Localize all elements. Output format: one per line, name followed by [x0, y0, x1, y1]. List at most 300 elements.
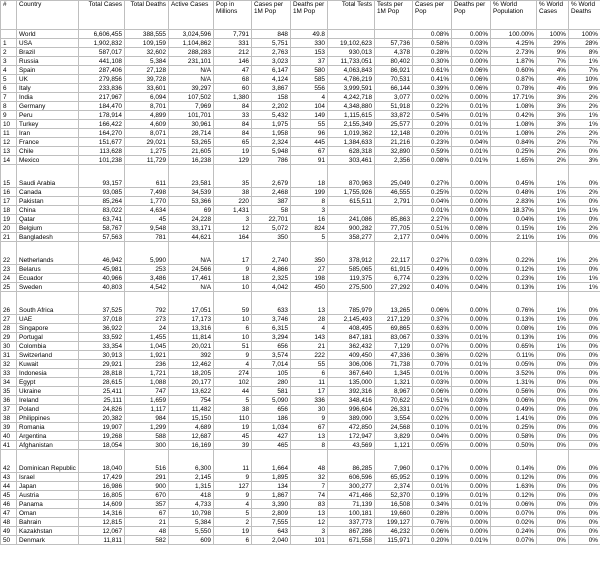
data-cell: N/A [169, 242, 214, 265]
rank-cell: 25 [1, 283, 17, 292]
data-cell: 236 [125, 360, 169, 369]
data-cell: 93,157 [79, 165, 125, 188]
data-cell: 0.01% [452, 333, 491, 342]
data-cell: 747 [125, 387, 169, 396]
data-cell: 0.08% [452, 224, 491, 233]
col-header-tests-per-1m: Tests per 1M Pop [375, 1, 413, 30]
country-cell: Singapore [17, 324, 79, 333]
table-row [1, 206, 600, 215]
data-cell: 441,108 [79, 57, 125, 66]
data-cell: 0% [537, 473, 569, 482]
data-cell: 17 [214, 242, 252, 265]
data-cell: 45,981 [79, 265, 125, 274]
data-cell: 2% [537, 147, 569, 156]
data-cell: 4,866 [252, 265, 291, 274]
data-cell: 0.78% [491, 84, 537, 93]
data-cell: 0.00% [452, 369, 491, 378]
data-cell: 1% [537, 233, 569, 242]
data-cell: 4,242,718 [328, 93, 375, 102]
data-cell: 25,411 [79, 387, 125, 396]
data-cell: 870,963 [328, 165, 375, 188]
data-cell: 0.02% [491, 518, 537, 527]
data-cell: 22,701 [252, 215, 291, 224]
rank-cell: 12 [1, 138, 17, 147]
data-cell: 900 [125, 482, 169, 491]
data-cell: 10 [214, 315, 252, 324]
table-row [1, 333, 600, 342]
country-cell: Israel [17, 473, 79, 482]
data-cell: 0.04% [413, 432, 452, 441]
data-cell: 68 [214, 75, 252, 84]
data-cell: 516 [125, 450, 169, 473]
data-cell: 212 [214, 48, 252, 57]
data-cell: 1,321 [375, 378, 413, 387]
country-cell: Dominican Republic [17, 450, 79, 473]
data-cell: 28% [569, 39, 600, 48]
col-header-total-deaths: Total Deaths [125, 1, 169, 30]
col-header-active-cases: Active Cases [169, 1, 214, 30]
data-cell: 1% [537, 224, 569, 233]
data-cell: 11,733,051 [328, 57, 375, 66]
data-cell: 0.00% [452, 473, 491, 482]
data-cell: 0.07% [413, 342, 452, 351]
data-cell: 4,348,880 [328, 102, 375, 111]
data-cell: 47 [214, 66, 252, 75]
data-cell: 7,969 [169, 102, 214, 111]
data-cell: 19,660 [375, 509, 413, 518]
data-cell: 0.63% [413, 324, 452, 333]
table-row [1, 473, 600, 482]
data-cell: 2,791 [375, 197, 413, 206]
data-cell: 0.01% [452, 120, 491, 129]
col-header-rank: # [1, 1, 17, 30]
data-cell: 0.27% [413, 242, 452, 265]
data-cell: 3% [537, 102, 569, 111]
col-header-country: Country [17, 1, 79, 30]
data-cell: 7% [569, 66, 600, 75]
data-cell: 0.20% [413, 129, 452, 138]
data-cell: 556 [291, 84, 328, 93]
country-cell: Bangladesh [17, 233, 79, 242]
data-cell: 164,270 [79, 129, 125, 138]
data-cell: 0.06% [452, 75, 491, 84]
country-cell: Austria [17, 491, 79, 500]
data-cell: 20,382 [79, 414, 125, 423]
table-row [1, 39, 600, 48]
table-body [1, 30, 600, 545]
data-cell: 0.08% [413, 156, 452, 165]
data-cell: 585,065 [328, 265, 375, 274]
data-cell: 49.8 [291, 30, 328, 39]
data-cell: 33,601 [125, 84, 169, 93]
data-cell: 0.13% [491, 333, 537, 342]
data-cell: 28,818 [79, 369, 125, 378]
data-cell: 0.04% [413, 197, 452, 206]
country-cell: Afghanistan [17, 441, 79, 450]
data-cell: 65,952 [375, 473, 413, 482]
data-cell: 0% [569, 165, 600, 188]
data-cell: 0% [537, 396, 569, 405]
data-cell: 0.00% [452, 324, 491, 333]
data-cell: 217,129 [375, 315, 413, 324]
col-header-total-tests: Total Tests [328, 1, 375, 30]
data-cell: 47,336 [375, 351, 413, 360]
data-cell: 824 [291, 224, 328, 233]
data-cell: 2.27% [413, 215, 452, 224]
data-cell: 17,051 [169, 292, 214, 315]
data-cell: 3,746 [252, 315, 291, 324]
data-cell: 231,101 [169, 57, 214, 66]
data-cell: 9% [537, 48, 569, 57]
data-cell: 0% [569, 333, 600, 342]
table-row [1, 315, 600, 324]
data-cell: 199 [291, 188, 328, 197]
data-cell: 158 [252, 93, 291, 102]
data-cell: 0% [537, 351, 569, 360]
data-cell: 2.83% [491, 197, 537, 206]
col-header-pop-millions: Pop in Millions [214, 1, 252, 30]
data-cell: 0.06% [452, 66, 491, 75]
table-row [1, 120, 600, 129]
rank-cell: 39 [1, 423, 17, 432]
data-cell: 32,602 [125, 48, 169, 57]
data-cell: 0% [537, 482, 569, 491]
data-cell: 0.07% [413, 405, 452, 414]
country-cell: Qatar [17, 215, 79, 224]
data-cell: 273 [125, 315, 169, 324]
data-cell: 0.87% [491, 75, 537, 84]
data-cell: 7,014 [252, 360, 291, 369]
data-cell: 46,942 [79, 242, 125, 265]
data-cell: 1,664 [252, 450, 291, 473]
data-cell: 2% [569, 129, 600, 138]
table-row [1, 242, 600, 265]
data-cell: 0.19% [413, 473, 452, 482]
data-cell: 0% [537, 527, 569, 536]
data-cell: 1.08% [491, 102, 537, 111]
data-cell: 1% [537, 265, 569, 274]
data-cell: 3% [537, 120, 569, 129]
data-cell: 392 [169, 351, 214, 360]
rank-cell: 2 [1, 48, 17, 57]
data-cell: 184,470 [79, 102, 125, 111]
data-cell: 848 [252, 30, 291, 39]
data-cell: 984 [125, 414, 169, 423]
table-row [1, 396, 600, 405]
country-cell: Ireland [17, 396, 79, 405]
data-cell: 615,511 [328, 197, 375, 206]
rank-cell: 47 [1, 509, 17, 518]
data-cell: 6,774 [375, 274, 413, 283]
data-cell: 0.49% [413, 265, 452, 274]
data-cell: 1% [569, 283, 600, 292]
rank-cell: 22 [1, 242, 17, 265]
data-cell: 0.02% [413, 414, 452, 423]
data-cell: 1% [537, 333, 569, 342]
country-cell: Belgium [17, 224, 79, 233]
data-cell: 1,659 [125, 396, 169, 405]
data-cell: 100.00% [491, 30, 537, 39]
data-cell: 0.49% [491, 405, 537, 414]
rank-cell: 19 [1, 215, 17, 224]
data-cell: 785,979 [328, 292, 375, 315]
data-cell: 3,024,596 [169, 30, 214, 39]
data-cell: 0% [569, 369, 600, 378]
data-cell: 0.01% [413, 482, 452, 491]
data-cell: 0.30% [413, 57, 452, 66]
data-cell: 233,836 [79, 84, 125, 93]
table-row [1, 482, 600, 491]
data-cell: 33,592 [79, 333, 125, 342]
country-cell: Indonesia [17, 369, 79, 378]
col-header-deaths-per-pop: Deaths per Pop [452, 1, 491, 30]
data-cell: 100,181 [328, 509, 375, 518]
data-cell: 6,147 [252, 66, 291, 75]
data-cell: 63,741 [79, 215, 125, 224]
data-cell: 0% [569, 265, 600, 274]
data-cell: 46,232 [375, 527, 413, 536]
data-cell: 427 [252, 432, 291, 441]
data-cell: 0.03% [452, 242, 491, 265]
data-cell: 388,555 [125, 30, 169, 39]
data-cell: 367,640 [328, 369, 375, 378]
data-cell: 1% [537, 165, 569, 188]
rank-cell: 35 [1, 387, 17, 396]
data-cell: 0.08% [491, 324, 537, 333]
data-cell: 241,086 [328, 215, 375, 224]
data-cell: 0.51% [413, 224, 452, 233]
data-cell: 25,577 [375, 120, 413, 129]
rank-cell: 26 [1, 292, 17, 315]
data-cell: 30 [291, 405, 328, 414]
data-cell: 19,268 [79, 432, 125, 441]
data-cell: 0.00% [452, 165, 491, 188]
data-cell: 0% [569, 500, 600, 509]
table-row [1, 536, 600, 545]
data-cell: 84 [214, 120, 252, 129]
data-cell: 110 [214, 414, 252, 423]
data-cell: 0% [537, 378, 569, 387]
data-cell: 0% [569, 324, 600, 333]
data-cell: 2% [537, 138, 569, 147]
data-cell: 66,144 [375, 84, 413, 93]
data-cell: 1% [537, 188, 569, 197]
data-cell: 143 [291, 333, 328, 342]
data-cell: 1,019,362 [328, 129, 375, 138]
table-row [1, 369, 600, 378]
country-cell: Ukraine [17, 387, 79, 396]
data-cell: 104 [291, 102, 328, 111]
data-cell: 0.04% [452, 138, 491, 147]
data-cell: 0% [537, 500, 569, 509]
data-cell: 24,228 [169, 215, 214, 224]
data-cell: 6 [214, 536, 252, 545]
country-cell: UK [17, 75, 79, 84]
rank-cell: 34 [1, 378, 17, 387]
data-cell: 2,468 [252, 188, 291, 197]
data-cell [328, 206, 375, 215]
data-cell: 0% [569, 396, 600, 405]
data-cell: 105 [252, 369, 291, 378]
data-cell: 4,689 [169, 423, 214, 432]
data-cell: 1.65% [491, 156, 537, 165]
data-cell: 337,773 [328, 518, 375, 527]
data-cell: 17 [291, 387, 328, 396]
data-cell: 0.03% [452, 396, 491, 405]
rank-cell: 23 [1, 265, 17, 274]
data-cell: 0.01% [452, 423, 491, 432]
data-cell: 0.04% [413, 233, 452, 242]
data-cell: 2% [537, 129, 569, 138]
table-row [1, 224, 600, 233]
data-cell: 93,085 [79, 188, 125, 197]
table-row [1, 111, 600, 120]
data-cell: 0.13% [491, 283, 537, 292]
data-cell: 59 [214, 292, 252, 315]
data-cell: 389,090 [328, 414, 375, 423]
data-cell: 0.02% [452, 188, 491, 197]
rank-cell: 31 [1, 351, 17, 360]
data-cell: 6,606,455 [79, 30, 125, 39]
data-cell: 67 [291, 423, 328, 432]
data-cell: 2% [537, 156, 569, 165]
data-cell: 27,128 [125, 66, 169, 75]
data-cell: 0.23% [413, 138, 452, 147]
data-cell: 34,539 [169, 188, 214, 197]
data-cell: 83 [291, 500, 328, 509]
table-row [1, 233, 600, 242]
data-cell: 0% [537, 369, 569, 378]
data-cell: 0.36% [413, 351, 452, 360]
data-cell: 2% [569, 188, 600, 197]
table-row [1, 414, 600, 423]
table-row [1, 188, 600, 197]
data-cell: 1,721 [125, 369, 169, 378]
data-cell: 43,569 [328, 441, 375, 450]
data-cell: 58 [252, 206, 291, 215]
data-cell: 0.00% [452, 441, 491, 450]
data-cell: 1,275 [125, 147, 169, 156]
data-cell: 418 [169, 491, 214, 500]
data-cell: 0.12% [491, 265, 537, 274]
table-row [1, 387, 600, 396]
data-cell: 135,000 [328, 378, 375, 387]
country-cell: Turkey [17, 120, 79, 129]
data-cell: 0.00% [452, 215, 491, 224]
data-cell: 0.00% [452, 342, 491, 351]
data-cell: 0.02% [452, 274, 491, 283]
data-cell: 0.76% [413, 518, 452, 527]
country-cell: Netherlands [17, 242, 79, 265]
col-header-deaths-per-1m: Deaths per 1M Pop [291, 1, 328, 30]
country-cell: Oman [17, 509, 79, 518]
data-cell: 4,124 [252, 75, 291, 84]
data-cell: 8,701 [125, 102, 169, 111]
data-cell: 91 [291, 156, 328, 165]
table-row [1, 147, 600, 156]
data-cell: 3.52% [491, 369, 537, 378]
data-cell: 0% [569, 482, 600, 491]
country-cell: Germany [17, 102, 79, 111]
country-cell: Brazil [17, 48, 79, 57]
data-cell: 1,345 [375, 369, 413, 378]
data-cell: 67 [291, 147, 328, 156]
data-cell: 0.28% [413, 48, 452, 57]
data-cell: 274 [214, 369, 252, 378]
data-cell: 0.12% [491, 491, 537, 500]
data-cell: 146 [214, 57, 252, 66]
rank-cell: 20 [1, 224, 17, 233]
data-cell: 5,990 [125, 242, 169, 265]
rank-cell: 40 [1, 432, 17, 441]
data-cell: 409,450 [328, 351, 375, 360]
data-cell: 102 [214, 378, 252, 387]
rank-cell: 13 [1, 147, 17, 156]
data-cell: 1,299 [125, 423, 169, 432]
data-cell: 57,736 [375, 39, 413, 48]
data-cell: 6,315 [252, 324, 291, 333]
data-cell: 1,115,615 [328, 111, 375, 120]
rank-cell: 29 [1, 333, 17, 342]
table-row [1, 265, 600, 274]
country-cell: UAE [17, 315, 79, 324]
rank-cell: 18 [1, 206, 17, 215]
data-cell: 3,294 [252, 333, 291, 342]
data-cell: 4,063,843 [328, 66, 375, 75]
data-cell: 32 [291, 473, 328, 482]
data-cell: 0.01% [452, 536, 491, 545]
data-cell: 671,558 [328, 536, 375, 545]
data-cell: 3% [537, 111, 569, 120]
data-cell: 101,701 [169, 111, 214, 120]
data-cell: 0.27% [413, 165, 452, 188]
data-cell: 52,370 [375, 491, 413, 500]
data-cell: 55 [291, 120, 328, 129]
data-cell: 15,150 [169, 414, 214, 423]
country-cell: Sweden [17, 283, 79, 292]
data-cell: 3% [537, 93, 569, 102]
data-cell: 300 [125, 441, 169, 450]
data-cell: 2.11% [491, 233, 537, 242]
data-cell: 100% [569, 30, 600, 39]
table-row [1, 57, 600, 66]
data-cell: 18 [291, 165, 328, 188]
data-cell: 71,139 [328, 500, 375, 509]
data-cell: 0.04% [452, 283, 491, 292]
data-cell: 1,045 [125, 342, 169, 351]
country-cell: Pakistan [17, 197, 79, 206]
data-cell: 0.00% [452, 265, 491, 274]
data-cell: 0% [537, 441, 569, 450]
data-cell: 16 [291, 215, 328, 224]
data-cell: 0.65% [491, 342, 537, 351]
rank-cell: 36 [1, 396, 17, 405]
data-cell: 358,277 [328, 233, 375, 242]
data-cell: 581 [252, 387, 291, 396]
data-cell: 186 [252, 414, 291, 423]
rank-cell: 46 [1, 500, 17, 509]
data-cell: 0.02% [452, 351, 491, 360]
data-cell: 27,292 [375, 283, 413, 292]
rank-cell: 37 [1, 405, 17, 414]
data-cell: 85,863 [375, 215, 413, 224]
data-cell: 348,416 [328, 396, 375, 405]
data-cell: 24,566 [169, 265, 214, 274]
data-cell: 17,461 [169, 274, 214, 283]
data-cell: 14,609 [79, 500, 125, 509]
data-cell: 643 [252, 527, 291, 536]
data-cell: 6 [291, 369, 328, 378]
